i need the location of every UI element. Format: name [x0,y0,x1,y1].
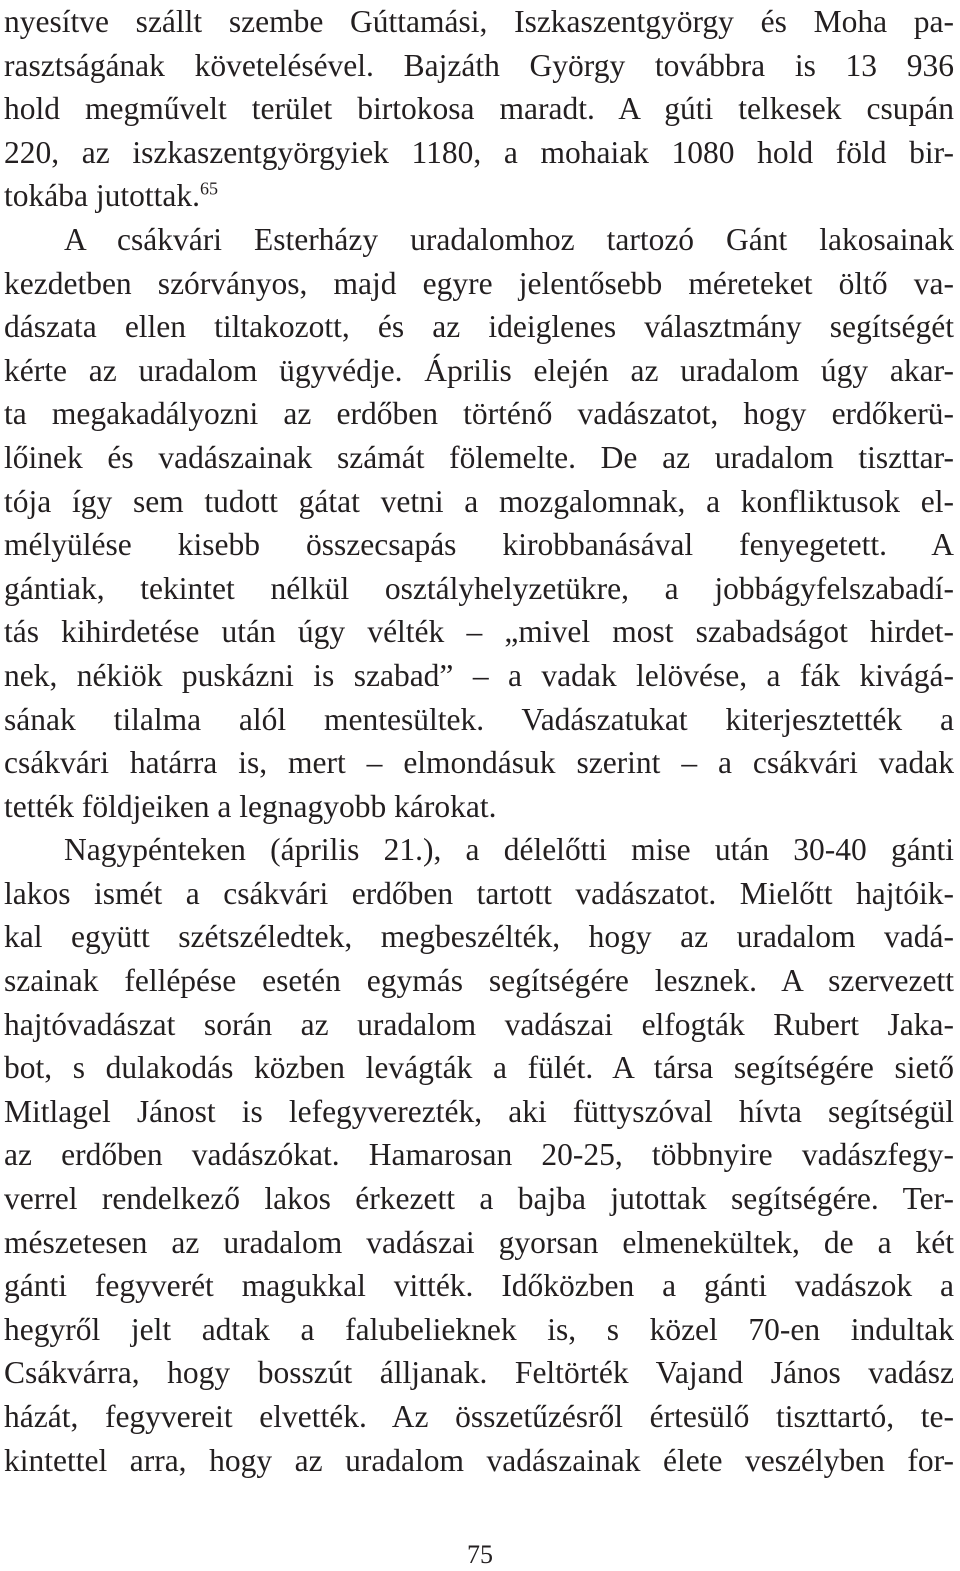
document-page [4,0,954,1482]
text-line: kal együtt szétszéledtek, megbeszélték, hogy az uradalom vadá- [4,919,954,955]
text-line: A csákvári Esterházy uradalomhoz tartozó Gánt lakosainak [64,221,954,257]
footnote-reference[interactable]: 65 [199,178,218,199]
text-line: sának tilalma alól mentesültek. Vadászatukat kiterjesztették a [4,701,954,737]
text-line [4,174,954,218]
page-number: 75 [467,1540,493,1569]
text-line-content: tokába jutottak. [4,178,200,214]
text-line: az erdőben vadászókat. Hamarosan 20-25, többnyire vadászfegy- [4,1137,954,1173]
text-line: ta megakadályozni az erdőben történő vadászatot, hogy erdőkerü- [4,396,954,432]
text-line: rasztságának követelésével. Bajzáth György továbbra is 13 936 [4,47,954,83]
text-line: verrel rendelkező lakos érkezett a bajba jutottak segítségére. Ter- [4,1181,954,1217]
text-line: nyesítve szállt szembe Gúttamási, Iszkaszentgyörgy és Moha pa- [4,4,954,39]
text-line: lakos ismét a csákvári erdőben tartott vadászatot. Mielőtt hajtóik- [4,875,954,911]
text-line: kérte az uradalom ügyvédje. Április elején az uradalom úgy akar- [4,352,954,388]
text-line: hegyről jelt adtak a falubelieknek is, s közel 70-en indultak [4,1311,954,1347]
paragraph-2 [4,218,954,828]
text-line: kintettel arra, hogy az uradalom vadászainak élete veszélyben for- [4,1442,954,1478]
text-line: szainak fellépése esetén egymás segítségére lesznek. A szervezett [4,963,954,999]
text-line: gánti fegyverét magukkal vitték. Időközben a gánti vadászok a [4,1268,954,1304]
paragraph-1 [4,0,954,218]
paragraph-3 [4,828,954,1482]
text-line: bot, s dulakodás közben levágták a fülét. A társa segítségére siető [4,1050,954,1086]
text-line: nek, nékiök puskázni is szabad” – a vadak lelövése, a fák kivágá- [4,657,954,693]
text-line: tás kihirdetése után úgy vélték – „mivel most szabadságot hirdet- [4,614,954,650]
text-line: gántiak, tekintet nélkül osztályhelyzetükre, a jobbágyfelszabadí- [4,570,954,606]
text-line: mészetesen az uradalom vadászai gyorsan elmenekültek, de a két [4,1224,954,1260]
text-line: mélyülése kisebb összecsapás kirobbanásával fenyegetett. A [4,527,954,563]
text-line: kezdetben szórványos, majd egyre jelentősebb méreteket öltő va- [4,265,954,301]
text-line: tója így sem tudott gátat vetni a mozgalomnak, a konfliktusok el- [4,483,954,519]
text-line: Nagypénteken (április 21.), a délelőtti mise után 30-40 gánti [64,832,954,868]
text-line: lőinek és vadászainak számát fölemelte. De az uradalom tiszttar- [4,439,954,475]
text-line: Mitlagel Jánost is lefegyverezték, aki füttyszóval hívta segítségül [4,1093,954,1129]
text-line: hajtóvadászat során az uradalom vadászai elfogták Rubert Jaka- [4,1006,954,1042]
text-line: dászata ellen tiltakozott, és az ideiglenes választmány segítségét [4,309,954,345]
text-line: csákvári határra is, mert – elmondásuk szerint – a csákvári vadak [4,745,954,781]
text-line: hold megművelt terület birtokosa maradt. A gúti telkesek csupán [4,91,954,127]
text-line: Csákvárra, hogy bosszút álljanak. Feltörték Vajand János vadász [4,1355,954,1391]
text-line: 220, az iszkaszentgyörgyiek 1180, a mohaiak 1080 hold föld bir- [4,134,954,170]
text-line: tették földjeiken a legnagyobb károkat. [4,788,497,824]
text-line: házát, fegyvereit elvették. Az összetűzésről értesülő tiszttartó, te- [4,1399,954,1434]
